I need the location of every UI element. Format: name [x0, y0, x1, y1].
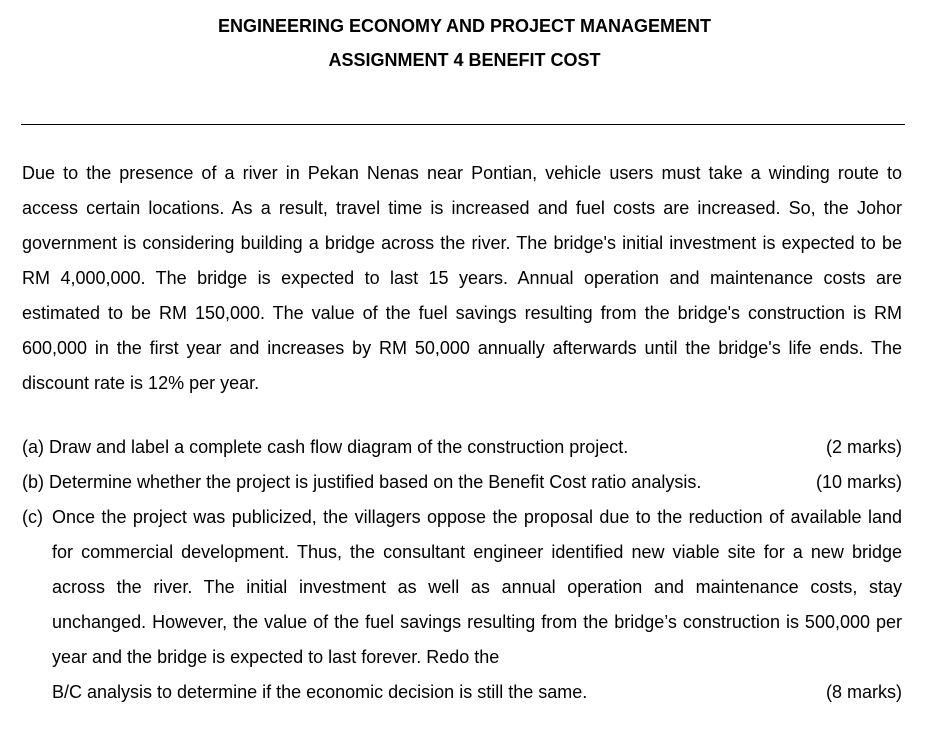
- question-b-marks: (10 marks): [815, 472, 902, 492]
- question-c-marks: (8 marks): [826, 682, 902, 702]
- question-c-label: (c): [22, 507, 43, 527]
- document-title: ENGINEERING ECONOMY AND PROJECT MANAGEMENT: [217, 16, 712, 36]
- horizontal-divider: [21, 124, 905, 125]
- question-a: [22, 430, 902, 465]
- question-c: [22, 500, 902, 710]
- assignment-subtitle: ASSIGNMENT 4 BENEFIT COST: [328, 50, 601, 70]
- question-b-text: (b) Determine whether the project is justified based on the Benefit Cost ratio analysis.: [22, 472, 702, 492]
- problem-statement: Due to the presence of a river in Pekan Nenas near Pontian, vehicle users must take a winding route to access certain locations. As a result, travel time is increased and fuel costs are increased. So, the Johor government is considering building a bridge across the river. The bridge's initial investment is expected to be RM 4,000,000. The bridge is expected to last 15 years. Annual operation and maintenance costs are estimated to be RM 150,000. The value of the fuel savings resulting from the bridge's construction is RM 600,000 in the first year and increases by RM 50,000 annually afterwards until the bridge's life ends. The discount rate is 12% per year.: [22, 163, 902, 393]
- question-c-text: Once the project was publicized, the villagers oppose the proposal due to the reduction of available land for commercial development. Thus, the consultant engineer identified new viable site for a new bridge across the river. The initial investment as well as annual operation and maintenance costs, stay unchanged. However, the value of the fuel savings resulting from the bridge’s construction is 500,000 per year and the bridge is expected to last forever. Redo the: [52, 507, 902, 667]
- question-a-marks: (2 marks): [826, 437, 902, 457]
- question-b: [22, 465, 902, 500]
- question-a-text: (a) Draw and label a complete cash flow diagram of the construction project.: [22, 437, 629, 457]
- question-c-text-last-line: B/C analysis to determine if the economic decision is still the same.: [52, 682, 588, 702]
